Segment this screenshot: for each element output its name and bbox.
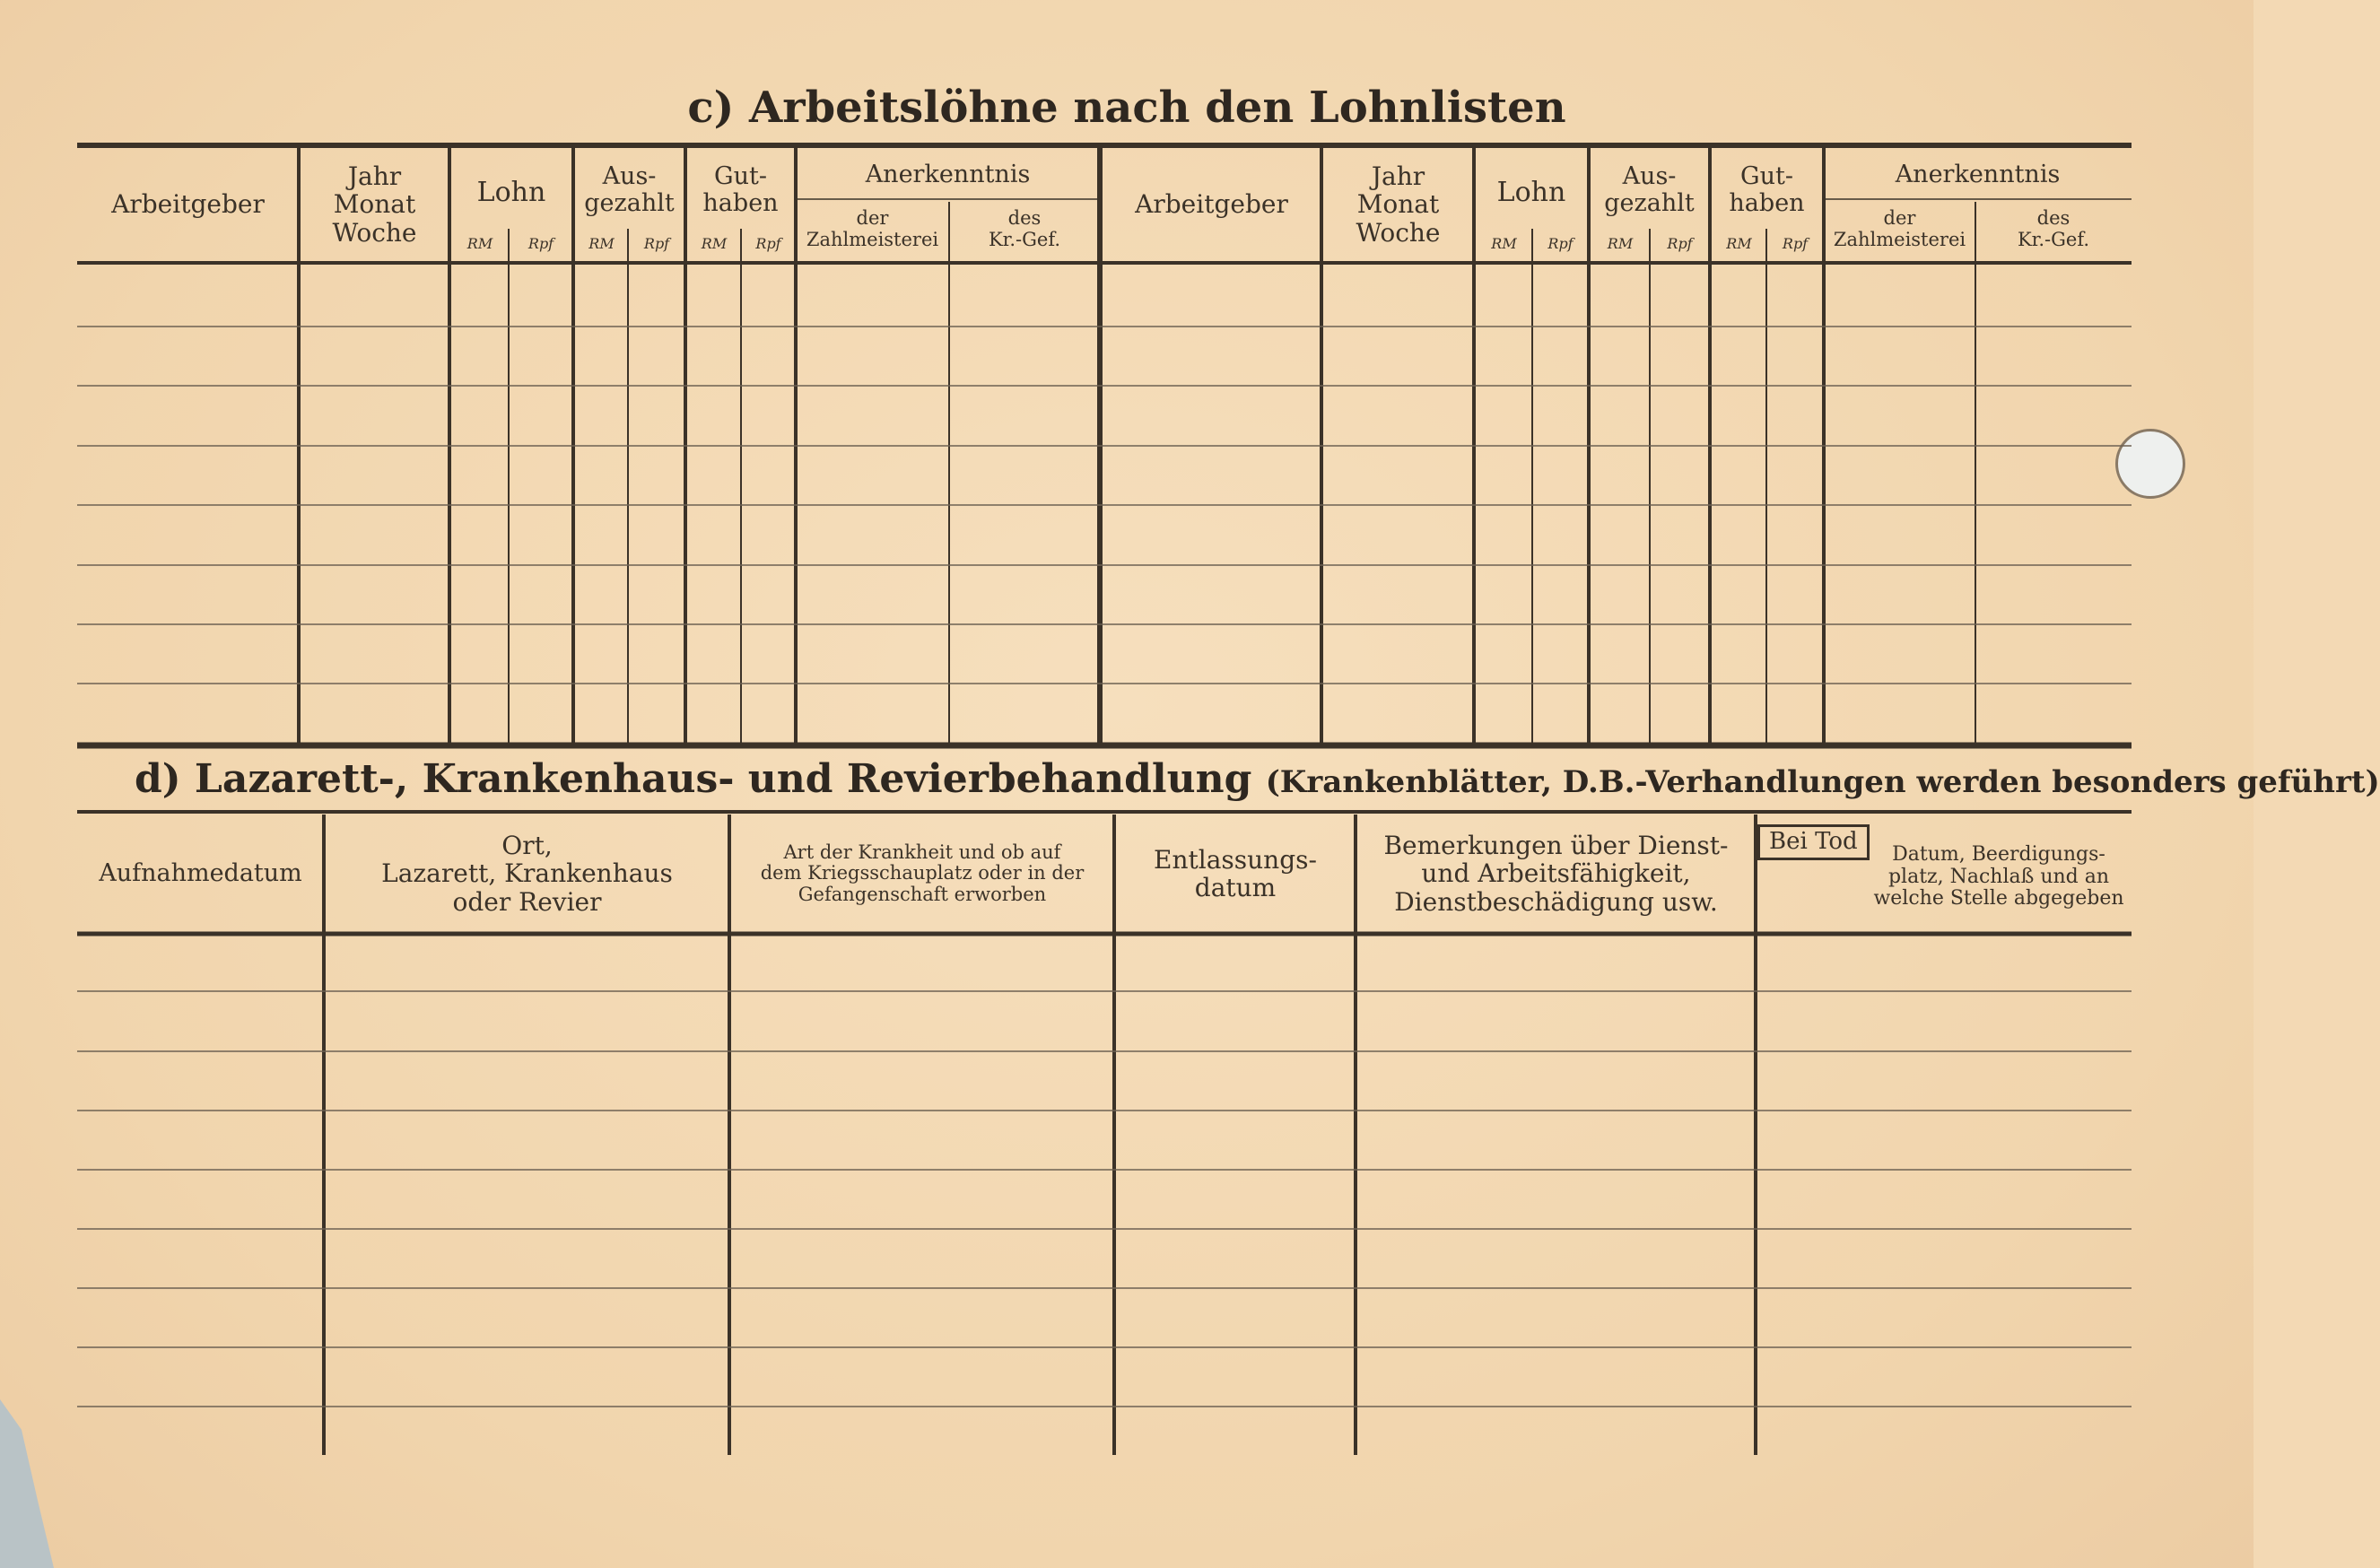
header-lohn: Lohn [1496,177,1566,209]
unit-rpf: Rpf [643,235,670,253]
unit-rm: RM [466,235,493,253]
unit-rm: RM [1491,235,1517,253]
section-c-title: c) Arbeitslöhne nach den Lohnlisten [687,83,1566,133]
header-guthaben: Gut- haben [702,161,779,217]
header-datum-beerdigung: Datum, Beerdigungs- platz, Nachlaß und an welche Stelle abgegeben [1873,843,2124,910]
unit-rm: RM [1726,235,1752,253]
unit-rpf: Rpf [1667,235,1693,253]
header-arbeitgeber: Arbeitgeber [111,189,265,220]
header-anerkenntnis: Anerkenntnis [865,160,1031,188]
unit-rpf: Rpf [1547,235,1574,253]
section-d-title-text: d) Lazarett-, Krankenhaus- und Revierbehandlung [135,756,1252,802]
section-d-title [135,756,2380,802]
unit-rm: RM [588,235,615,253]
header-art-der-krankheit: Art der Krankheit und ob auf dem Kriegsschauplatz oder in der Gefangenschaft erworben [760,841,1085,905]
header-guthaben: Gut- haben [1729,161,1805,217]
header-der-zahlmeisterei: der Zahlmeisterei [806,207,939,250]
header-des-kr-gef: des Kr.-Gef. [988,207,1061,250]
unit-rpf: Rpf [1782,235,1809,253]
unit-rm: RM [701,235,728,253]
header-entlassungsdatum: Entlassungs- datum [1154,844,1317,902]
section-d-note: (Krankenblätter, D.B.-Verhandlungen werden besonders geführt) [1265,764,2380,800]
unit-rpf: Rpf [755,235,781,253]
header-ort: Ort, Lazarett, Krankenhaus oder Revier [381,830,673,917]
header-des-kr-gef: des Kr.-Gef. [2017,207,2090,250]
header-ausgezahlt: Aus- gezahlt [1604,161,1695,217]
header-jahr-monat-woche: Jahr Monat Woche [1356,161,1441,248]
header-anerkenntnis: Anerkenntnis [1895,160,2061,188]
header-jahr-monat-woche: Jahr Monat Woche [332,161,417,248]
header-lohn: Lohn [476,177,546,209]
header-bei-tod [1757,818,1874,867]
header-der-zahlmeisterei: der Zahlmeisterei [1833,207,1966,250]
header-aufnahmedatum: Aufnahmedatum [99,858,302,887]
bei-tod-label: Bei Tod [1757,824,1870,859]
header-ausgezahlt: Aus- gezahlt [584,161,675,217]
unit-rpf: Rpf [527,235,554,253]
header-arbeitgeber: Arbeitgeber [1135,189,1288,220]
header-bemerkungen: Bemerkungen über Dienst- und Arbeitsfähigkeit, Dienstbeschädigung usw. [1383,830,1729,917]
unit-rm: RM [1607,235,1634,253]
